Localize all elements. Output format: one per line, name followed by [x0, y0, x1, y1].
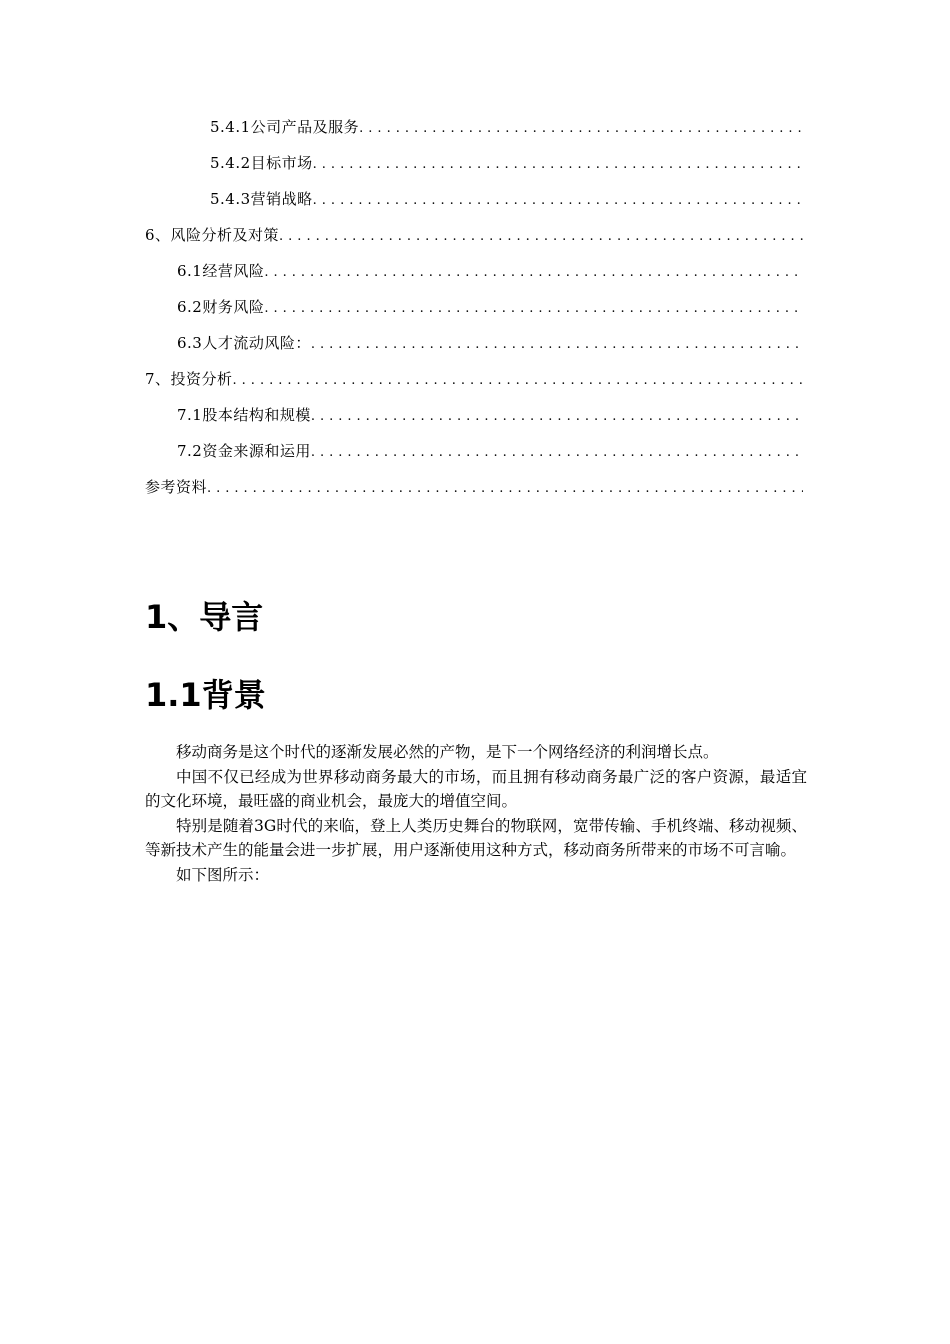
toc-entry[interactable] — [145, 368, 803, 404]
dot-leader — [359, 121, 803, 136]
toc-entry[interactable] — [145, 188, 803, 224]
heading-background: 1.1背景 — [145, 676, 266, 714]
heading-introduction: 1、导言 — [145, 598, 264, 636]
dot-leader — [279, 229, 803, 244]
toc-entry[interactable] — [145, 440, 803, 476]
dot-leader — [313, 157, 803, 172]
toc-entry[interactable] — [145, 152, 803, 188]
table-of-contents — [145, 116, 803, 512]
toc-entry-label: 7.2资金来源和运用 — [177, 442, 311, 460]
toc-entry-label: 参考资料 — [145, 478, 208, 496]
toc-entry-label: 5.4.1公司产品及服务 — [210, 118, 360, 136]
toc-entry[interactable] — [145, 476, 803, 512]
dot-leader — [311, 409, 803, 424]
toc-entry-label: 5.4.2目标市场 — [210, 154, 313, 172]
dot-leader — [264, 265, 803, 280]
toc-entry[interactable] — [145, 296, 803, 332]
toc-entry[interactable] — [145, 332, 803, 368]
paragraph: 中国不仅已经成为世界移动商务最大的市场，而且拥有移动商务最广泛的客户资源，最适宜的文化环境，最旺盛的商业机会，最庞大的增值空间。 — [145, 767, 807, 810]
toc-entry[interactable] — [145, 116, 803, 152]
paragraph: 如下图所示： — [176, 865, 270, 884]
dot-leader — [233, 373, 803, 388]
toc-entry-label: 6.2财务风险 — [177, 298, 265, 316]
body-text — [145, 740, 807, 887]
toc-entry-label: 5.4.3营销战略 — [210, 190, 313, 208]
dot-leader — [313, 193, 803, 208]
dot-leader — [207, 481, 803, 496]
dot-leader — [311, 445, 803, 460]
dot-leader — [311, 337, 803, 352]
paragraph: 特别是随着3G时代的来临，登上人类历史舞台的物联网，宽带传输、手机终端、移动视频、等新技术产生的能量会进一步扩展，用户逐渐使用这种方式，移动商务所带来的市场不可言喻。 — [145, 816, 807, 859]
toc-entry-label: 6.3人才流动风险： — [177, 334, 311, 352]
dot-leader — [264, 301, 803, 316]
toc-entry[interactable] — [145, 260, 803, 296]
toc-entry-label: 7.1股本结构和规模 — [177, 406, 311, 424]
toc-entry[interactable] — [145, 404, 803, 440]
toc-entry-label: 6、风险分析及对策 — [145, 226, 280, 244]
paragraph: 移动商务是这个时代的逐渐发展必然的产物，是下一个网络经济的利润增长点。 — [176, 743, 719, 761]
toc-entry-label: 6.1经营风险 — [177, 262, 265, 280]
toc-entry-label: 7、投资分析 — [145, 370, 233, 388]
toc-entry[interactable] — [145, 224, 803, 260]
